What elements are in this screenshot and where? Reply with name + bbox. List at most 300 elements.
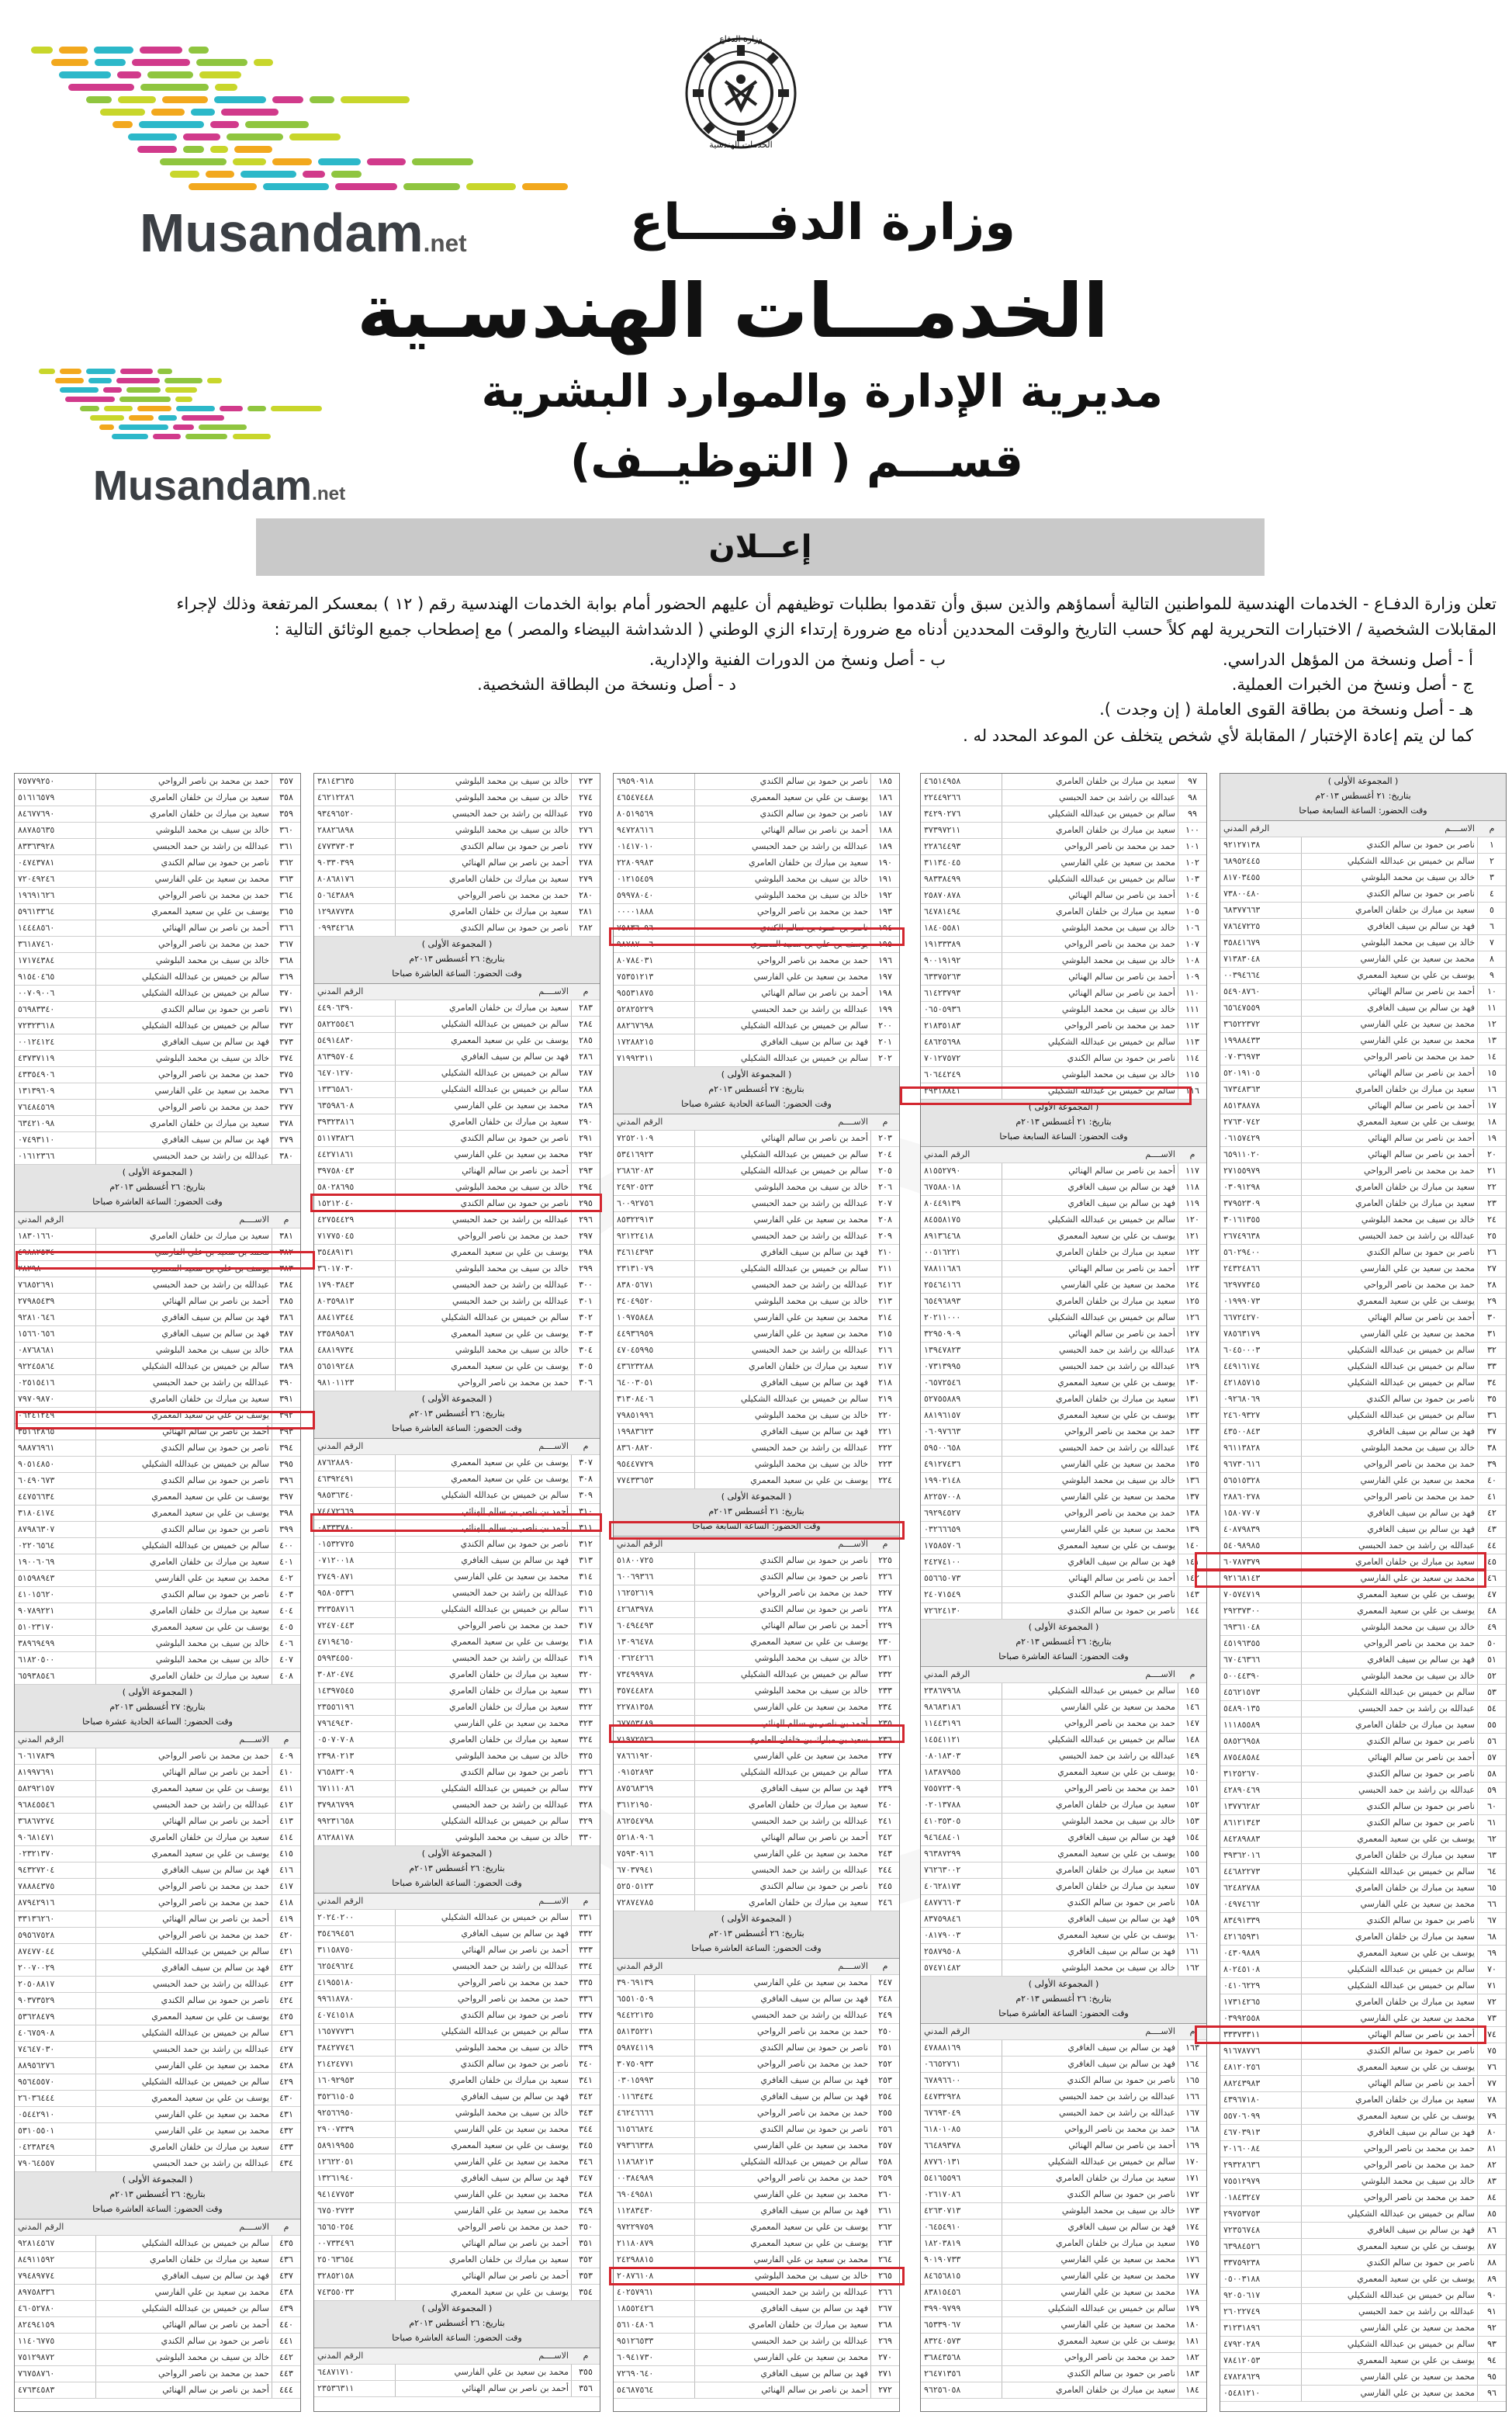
- table-header-row: م الاســــم الرقم المدني: [314, 1439, 600, 1455]
- table-row: ٣٩٢ يوسف بن علي بن سعيد المعمري ٠٦٢٤١٢٤٩: [15, 1408, 300, 1424]
- logo-dash: [86, 96, 112, 103]
- table-row: ٣٨٣ يوسف بن علي بن سعيد المعمري ٢٨٢٩٨٠٠٠: [15, 1261, 300, 1277]
- table-row: ٢٦٨ سعيد بن مبارك بن خلفان العامري ٥٦١٠٤٨٠٦: [614, 2317, 899, 2334]
- table-row: ١٦٩ أحمد بن ناصر بن سالم الهنائي ٦٦٤٨٩٣٧٨: [921, 2138, 1206, 2154]
- logo-dash: [126, 387, 161, 393]
- logo-dash: [116, 378, 160, 383]
- table-row: ١٢ محمد بن سعيد بن علي الفارسي ٣٦٥٢٢٣٧٢: [1220, 1017, 1506, 1033]
- logo-dash: [88, 378, 112, 383]
- logo-dash: [233, 434, 271, 439]
- table-row: ٥٩ عبدالله بن راشد بن حمد الحبسي ٤٢٨٩٠٤٦٩: [1220, 1783, 1506, 1799]
- table-row: ٣١٧ حمد بن محمد بن ناصر الرواحي ٧٢٤٧٠٤٤٣: [314, 1618, 600, 1634]
- group-header-line: ( المجموعة الأولى ): [721, 1492, 792, 1502]
- table-row: ٢٣٧ محمد بن سعيد بن علي الفارسي ٧٨٦٦١٩٢٠: [614, 1748, 899, 1765]
- table-row: ٩٩ سالم بن خميس بن عبدالله الشكيلي ٣٤٢٩٠٢٧٦: [921, 806, 1206, 823]
- logo-dash: [86, 369, 116, 374]
- logo-dash: [103, 387, 121, 393]
- group-header-line: وقت الحضور: الساعة العاشرة صباحا: [998, 2008, 1129, 2018]
- table-row: ١٧٨ محمد بن سعيد بن علي الفارسي ٨٣٨١٥٤٥٦: [921, 2285, 1206, 2301]
- table-row: ٢٤٧ محمد بن سعيد بن علي الفارسي ٣٩٠٦٩١٣٩: [614, 1975, 899, 1991]
- table-row: ٢١٩ سالم بن خميس بن عبدالله الشكيلي ٣١٣٠٨٤٠٦: [614, 1391, 899, 1408]
- table-row: ٤٣٢ محمد بن سعيد بن علي الفارسي ٥٣١٠٥٥٠١: [15, 2123, 300, 2140]
- table-row: ٢٤٤ عبدالله بن راشد بن حمد الحبسي ٦٧٠٣٧٩٤١: [614, 1862, 899, 1879]
- table-row: ٣٩٨ يوسف بن علي بن سعيد المعمري ٣١٨٠٤١٧٤: [15, 1506, 300, 1522]
- logo-dash: [162, 96, 208, 103]
- logo-dash: [466, 183, 517, 190]
- table-row: ٣٧٦ محمد بن سعيد بن علي الفارسي ١٣١٣٩٦٠٩: [15, 1083, 300, 1100]
- table-row: ٤٢٠ حمد بن محمد بن ناصر الرواحي ٥٩٥٦٧٥٢٨: [15, 1928, 300, 1944]
- table-row: ١٥٥ يوسف بن علي بن سعيد المعمري ٩٦٣٨٧٢٩٩: [921, 1846, 1206, 1862]
- table-row: ٢٥٤ فهد بن سالم بن سيف الغافري ٠١١٦٣٤٣٤: [614, 2089, 899, 2105]
- table-row: ٣٥٣ أحمد بن ناصر بن سالم الهنائي ٣٢٨٥٢١٥٨: [314, 2268, 600, 2285]
- table-row: ٢٤٠ سعيد بن مبارك بن خلفان العامري ٣٦١٢١٩٥٠: [614, 1797, 899, 1814]
- logo-dash: [160, 158, 227, 165]
- gear-emblem-icon: [683, 31, 799, 155]
- table-row: ٣٥٧ حمد بن محمد بن ناصر الرواحي ٧٥٧٧٩٢٥٠: [15, 774, 300, 790]
- table-row: ١٧٤ فهد بن سالم بن سيف الغافري ٠٦٤٥٤٩١٠: [921, 2219, 1206, 2236]
- table-row: ٦٩ يوسف بن علي بن سعيد المعمري ٠٤٣٠٩٨٨٩: [1220, 1946, 1506, 1962]
- group-header-line: بتاريخ: ٢٦ أغسطس ٢٠١٣م: [409, 954, 505, 964]
- table-row: ١ ناصر بن حمود بن سالم الكندي ٩٢١٢٧١٣٨: [1220, 837, 1506, 854]
- group-header-line: بتاريخ: ٢١ أغسطس ٢٠١٣م: [708, 1506, 804, 1516]
- highlight-box: [310, 1513, 602, 1532]
- table-row: ٢٠٣ أحمد بن ناصر بن سالم الهنائي ٧٢٥٢٠١٠٩: [614, 1131, 899, 1147]
- group-header-line: بتاريخ: ٢١ أغسطس ٢٠١٣م: [1015, 1117, 1112, 1127]
- highlight-box: [900, 1086, 1192, 1105]
- table-row: ٢٣٣ خالد بن سيف بن محمد البلوشي ٣٥٧٤٤٨٢٨: [614, 1683, 899, 1700]
- table-row: ٣٢ سالم بن خميس بن عبدالله الشكيلي ٦٠٤٥٠٠٠٣: [1220, 1343, 1506, 1359]
- table-row: ١٤٨ سالم بن خميس بن عبدالله الشكيلي ١٤٥٤١١٢١: [921, 1732, 1206, 1748]
- logo-dash: [303, 171, 325, 178]
- logo-dash: [289, 133, 341, 140]
- table-row: ٧٩ يوسف بن علي بن سعيد المعمري ٥٥٧٠٦٠٩٩: [1220, 2108, 1506, 2125]
- logo-dash: [183, 133, 220, 140]
- table-row: ٢٩٢ محمد بن سعيد بن علي الفارسي ٤٤٢٧١٨٦١: [314, 1147, 600, 1163]
- logo-dash: [119, 397, 171, 402]
- logo-dash: [132, 59, 190, 66]
- group-header-line: وقت الحضور: الساعة العاشرة صباحا: [392, 1878, 522, 1888]
- group-header-line: ( المجموعة الأولى ): [122, 1687, 193, 1697]
- table-row: ٣١٦ سالم بن خميس بن عبدالله الشكيلي ٣٢٣٥٨٧١٦: [314, 1602, 600, 1618]
- logo-dash: [59, 47, 88, 54]
- logo-dash: [118, 96, 156, 103]
- table-row: ٢٦ ناصر بن حمود بن سالم الكندي ٥٦٠٢٩٤٠٠: [1220, 1245, 1506, 1261]
- logo-dash: [207, 378, 222, 383]
- table-row: ٢٧٥ عبدالله بن راشد بن حمد الحبسي ٩٣٤٩٦٥٢٠: [314, 806, 600, 823]
- group-header-line: وقت الحضور: الساعة العاشرة صباحا: [392, 968, 522, 979]
- table-row: ١٧٧ محمد بن سعيد بن علي الفارسي ٨٤٦٥٦٨١٥: [921, 2268, 1206, 2285]
- table-row: ٢٨٢ ناصر بن حمود بن سالم الكندي ٠٩٩٣٤٢٦٨: [314, 920, 600, 937]
- group-header-line: ( المجموعة الأولى ): [421, 1849, 493, 1859]
- table-row: ٢٢٨ ناصر بن حمود بن سالم الكندي ٤٢٦٨٣٩٧٨: [614, 1602, 899, 1618]
- logo-dash: [59, 71, 111, 78]
- group-header-line: وقت الحضور: الساعة الحادية عشرة صباحا: [82, 1717, 233, 1727]
- table-row: ٢٦٥ خالد بن سيف بن محمد البلوشي ٢٠٨٧٦١٠٨: [614, 2268, 899, 2285]
- group-header-line: وقت الحضور: الساعة العاشرة صباحا: [92, 1197, 223, 1207]
- group-header-line: ( المجموعة الأولى ): [721, 1914, 792, 1924]
- table-row: ٣٤٧ فهد بن سالم بن سيف الغافري ١٣٢٦١٩٤٠: [314, 2171, 600, 2187]
- table-row: ٦٤ سالم بن خميس بن عبدالله الشكيلي ٤٤٦٨٢٢٧٣: [1220, 1864, 1506, 1880]
- table-row: ١٩٦ حمد بن محمد بن ناصر الرواحي ٨٠٧٨٤٠٣١: [614, 953, 899, 969]
- table-row: ٢٣ سعيد بن مبارك بن خلفان العامري ٣٧٩٥٢٣٠٩: [1220, 1196, 1506, 1212]
- table-row: ٢٢١ فهد بن سالم بن سيف الغافري ١٩٩٨٣٦٢٣: [614, 1424, 899, 1440]
- table-row: ٢٦٠ محمد بن سعيد بن علي الفارسي ٦٩٠٤٩٥٨١: [614, 2187, 899, 2203]
- table-row: ٤٠٩ حمد بن محمد بن ناصر الرواحي ٦٠٦١٧٨٣٩: [15, 1748, 300, 1765]
- table-row: ٣٨٤ عبدالله بن راشد بن حمد الحبسي ٧٦٨٥٢٦٩١: [15, 1277, 300, 1294]
- table-row: ٨٥ سالم بن خميس بن عبدالله الشكيلي ٢٩٧٥٣٧٥٣: [1220, 2206, 1506, 2223]
- logo-dash: [164, 378, 203, 383]
- table-row: ١٥٨ ناصر بن حمود بن سالم الكندي ٤٨٧٧٦٦٠٣: [921, 1895, 1206, 1911]
- table-row: ٣١٢ ناصر بن حمود بن سالم الكندي ٠١٥٣٢٧٢٥: [314, 1537, 600, 1553]
- table-row: ٢٩٨ يوسف بن علي بن سعيد المعمري ٣٥٤٨٩١٣١: [314, 1245, 600, 1261]
- table-row: ٢٨٠ حمد بن محمد بن ناصر الرواحي ٥٠٦٤٣٨٨٩: [314, 888, 600, 904]
- group-header: [921, 1977, 1206, 2024]
- table-row: ٥٦ ناصر بن حمود بن سالم الكندي ٥٨٥٢٦٩٥٨: [1220, 1734, 1506, 1750]
- table-row: ٢٠٤ سالم بن خميس بن عبدالله الشكيلي ٥٣٤١٦٩٢٣: [614, 1147, 899, 1163]
- table-row: ١٩٥ يوسف بن علي بن سعيد المعمري ٩٨٧٨٧٠٠٦: [614, 937, 899, 953]
- table-row: ١٤٧ حمد بن محمد بن ناصر الرواحي ١١٤٤٣١٩٦: [921, 1716, 1206, 1732]
- table-row: ٢٣٦ سعيد بن مبارك بن خلفان العامري ٧١٩٧٢٥٢٦: [614, 1732, 899, 1748]
- table-row: ٨٤ حمد بن محمد بن ناصر الرواحي ٠١٨٤٣٢٤٧: [1220, 2190, 1506, 2206]
- table-row: ٢٥١ ناصر بن حمود بن سالم الكندي ٥٩٨٧٤١١٩: [614, 2040, 899, 2057]
- table-row: ٢١٣ خالد بن سيف بن محمد البلوشي ٣٤٠٤٩٥٢٠: [614, 1294, 899, 1310]
- table-row: ٤٠٤ سعيد بن مبارك بن خلفان العامري ٩٠٧٨٩٢٢١: [15, 1603, 300, 1620]
- logo-dash: [189, 183, 257, 190]
- table-row: ٩٠ سالم بن خميس بن عبدالله الشكيلي ٩٢٠٥٠٦١٧: [1220, 2288, 1506, 2304]
- logo-dash: [183, 146, 203, 153]
- table-row: ٤١٩ أحمد بن ناصر بن سالم الهنائي ٣٣١٣٦٢٦٠: [15, 1911, 300, 1928]
- intro-line-1: تعلن وزارة الدفـاع - الخدمات الهندسية للمواطنين التالية أسماؤهم والذين سبق وأن تقدموا بطلبات توظيفهم أن عليهم الحضور أمام بوابة الخدمات الهندسية رقم ( ١٢ ) بمعسكر المرتفعة وذلك لإجراء: [176, 594, 1496, 613]
- table-row: ٧٧ أحمد بن ناصر بن سالم الهنائي ٨٨٢٤٣٩٨٣: [1220, 2076, 1506, 2092]
- table-row: ١٧٦ محمد بن سعيد بن علي الفارسي ٩٠١٩٠٧٣٣: [921, 2252, 1206, 2268]
- logo-dash: [234, 146, 272, 153]
- table-row: ٢٨٦ فهد بن سالم بن سيف الغافري ٨٦٣٩٥٧٠٤: [314, 1049, 600, 1066]
- table-row: ٤٣٦ سعيد بن مبارك بن خلفان العامري ٨٤٩١١٥٩٢: [15, 2252, 300, 2268]
- table-row: ٢٤٨ فهد بن سالم بن سيف الغافري ٦٥٥١٠٥٠٩: [614, 1991, 899, 2008]
- table-row: ٣٤١ سعيد بن مبارك بن خلفان العامري ١٦٠٩٢٩٥٣: [314, 2073, 600, 2089]
- table-row: ٢٤ خالد بن سيف بن محمد البلوشي ٣٠١٦١٣٥٥: [1220, 1212, 1506, 1228]
- table-row: ٥٤ عبدالله بن راشد بن حمد الحبسي ٥٤٨٩٠١٣٥: [1220, 1701, 1506, 1717]
- table-row: ٤٣٠ يوسف بن علي بن سعيد المعمري ٢٦٠٣٦٤٤٤: [15, 2091, 300, 2107]
- table-row: ١٤٥ سالم بن خميس بن عبدالله الشكيلي ٢٣٨٦٧٩٦٨: [921, 1683, 1206, 1700]
- musandam-logo-top: [23, 47, 582, 264]
- table-row: ٤٩ خالد بن سيف بن محمد البلوشي ٦٩٣٦١٠٤٨: [1220, 1620, 1506, 1636]
- table-row: ٢٩٥ ناصر بن حمود بن سالم الكندي ١٥٢١٢٠٤٠: [314, 1196, 600, 1212]
- table-row: ٣١٠ أحمد بن ناصر بن سالم الهنائي ٧٤٤٧٢٦٦٩: [314, 1504, 600, 1520]
- logo-dash: [157, 369, 172, 374]
- table-row: ١٦ سعيد بن مبارك بن خلفان العامري ٦٧٣٤٨٣٦٣: [1220, 1082, 1506, 1098]
- logo-dash: [99, 424, 114, 430]
- table-row: ١٥١ حمد بن محمد بن ناصر الرواحي ٧٥٥٧٢٣٠٩: [921, 1781, 1206, 1797]
- group-header-line: بتاريخ: ٢٧ أغسطس ٢٠١٣م: [708, 1084, 804, 1094]
- group-header-line: ( المجموعة الأولى ): [122, 1167, 193, 1177]
- group-header-line: وقت الحضور: الساعة السابعة صباحا: [999, 1131, 1128, 1142]
- table-row: ٤٢٧ عبدالله بن راشد بن حمد الحبسي ٧٤٦٤٧٠٣٠: [15, 2042, 300, 2058]
- table-row: ٧١ سالم بن خميس بن عبدالله الشكيلي ٠٤١٠٦٢٢٩: [1220, 1978, 1506, 1994]
- highlight-box: [310, 1194, 602, 1212]
- announcement-closing: كما لن يتم إعادة الإختبار / المقابلة لأي شخص يتخلف عن الموعد المحدد له .: [963, 726, 1473, 745]
- group-header-line: وقت الحضور: الساعة العاشرة صباحا: [392, 2333, 522, 2343]
- highlight-box: [1195, 1569, 1486, 1588]
- table-row: ٢٥٥ حمد بن محمد بن ناصر الرواحي ٤٦٢٤٦٦٦٦: [614, 2105, 899, 2122]
- table-row: ٣١٥ عبدالله بن راشد بن حمد الحبسي ٩٥٨٠٥٣٣٦: [314, 1585, 600, 1602]
- table-row: ٣٩٠ عبدالله بن راشد بن حمد الحبسي ٠٢٥١٥٤١٦: [15, 1375, 300, 1391]
- table-row: ٣٨٨ خالد بن سيف بن محمد البلوشي ٠٨٧٦٨٦٨١: [15, 1343, 300, 1359]
- table-row: ١٠٥ سعيد بن مبارك بن خلفان العامري ٦٤٧٨١٤٩٤: [921, 904, 1206, 920]
- group-header-line: ( المجموعة الأولى ): [122, 2174, 193, 2185]
- table-row: ٢٦٤ محمد بن سعيد بن علي الفارسي ٢٤٢٩٨٨١٥: [614, 2252, 899, 2268]
- table-row: ٢٢٢ عبدالله بن راشد بن حمد الحبسي ٨٣٦٠٨٨٢٠: [614, 1440, 899, 1457]
- logo-dash: [112, 434, 148, 439]
- table-row: ١٩٤ ناصر بن حمود بن سالم الكندي ٧٥٨٣٦٠٩٦: [614, 920, 899, 937]
- group-header: [614, 1067, 899, 1114]
- table-row: ٢٨٧ سالم بن خميس بن عبدالله الشكيلي ٦٤٧٠١٢٧٠: [314, 1066, 600, 1082]
- table-row: ٣٠٣ يوسف بن علي بن سعيد المعمري ٢٣٥٨٩٥٨٦: [314, 1326, 600, 1343]
- table-row: ٧٨ سعيد بن مبارك بن خلفان العامري ٤٣٩٦٧١٨٠: [1220, 2092, 1506, 2108]
- emblem-top-text: وزارة الدفاع: [719, 34, 763, 44]
- table-row: ١٢٩ عبدالله بن راشد بن حمد الحبسي ٠٧٣١٣٩٩٥: [921, 1359, 1206, 1375]
- table-row: ٣٢١ سعيد بن مبارك بن خلفان العامري ١٤٣٩٧٥٤٥: [314, 1683, 600, 1700]
- table-row: ١٨٤ سعيد بن مبارك بن خلفان العامري ٩٦٢٥٦٠٥٨: [921, 2382, 1206, 2399]
- table-row: ١٢٠ سالم بن خميس بن عبدالله الشكيلي ٨٤٥٥٨١٧٥: [921, 1212, 1206, 1228]
- table-row: ٤٢ فهد بن سالم بن سيف الغافري ١٥٨٠٧٧٠٧: [1220, 1506, 1506, 1522]
- logo-dash: [68, 84, 135, 91]
- logo-dash: [128, 133, 176, 140]
- table-row: ١٠٣ سالم بن خميس بن عبدالله الشكيلي ٩٨٣٣٨٤٩٩: [921, 871, 1206, 888]
- table-row: ١١٤ ناصر بن حمود بن سالم الكندي ٧٠١٢٧٥٧٢: [921, 1051, 1206, 1067]
- table-row: ١٦٢ خالد بن سيف بن محمد البلوشي ٥٧٤٧١٤٨٢: [921, 1960, 1206, 1977]
- table-row: ١٨٥ ناصر بن حمود بن سالم الكندي ٦٩٥٩٠٩١٨: [614, 774, 899, 790]
- table-row: ١٥٤ فهد بن سالم بن سيف الغافري ٩٤٦٤٨٤٠١: [921, 1830, 1206, 1846]
- logo-dash: [182, 415, 225, 421]
- table-row: ١٧٥ سعيد بن مبارك بن خلفان العامري ١٨٢٠٣٨١٩: [921, 2236, 1206, 2252]
- table-row: ٢٧٠ محمد بن سعيد بن علي الفارسي ٦٠٩٤١٧٣٠: [614, 2350, 899, 2366]
- table-row: ٩ يوسف بن علي بن سعيد المعمري ٠٠٣٩٤٦٦٤: [1220, 968, 1506, 984]
- group-header: [15, 1685, 300, 1732]
- table-row: ٥٠ حمد بن محمد بن ناصر الرواحي ٤٥١٩٦٣٥٥: [1220, 1636, 1506, 1652]
- table-row: ١٤١ فهد بن سالم بن سيف الغافري ٢٤٢٧٤١٠٠: [921, 1554, 1206, 1571]
- table-row: ٤٥ سعيد بن مبارك بن خلفان العامري ٦٠٧٨٧٣٧٩: [1220, 1554, 1506, 1571]
- table-row: ٣٦٥ يوسف بن علي بن سعيد المعمري ٥٩٦١٣٣٦٤: [15, 904, 300, 920]
- announcement-title: إعــلان: [708, 529, 812, 565]
- table-row: ٤٠٠ سالم بن خميس بن عبدالله الشكيلي ٠٢٢٠٦٥٦٤: [15, 1538, 300, 1554]
- table-row: ١٦٣ فهد بن سالم بن سيف الغافري ٤٧٨٨٨١٦٩: [921, 2040, 1206, 2057]
- table-row: ٤٣٥ سالم بن خميس بن عبدالله الشكيلي ٩٢٨١٤٥٦٧: [15, 2236, 300, 2252]
- group-header-line: بتاريخ: ٢٦ أغسطس ٢٠١٣م: [1015, 1994, 1112, 2004]
- table-row: ٣٣٧ ناصر بن حمود بن سالم الكندي ٤٠٧٤١٥١٨: [314, 2008, 600, 2024]
- table-row: ٨٦ فهد بن سالم بن سيف الغافري ٧٢٣٥٦٧٤٨: [1220, 2223, 1506, 2239]
- logo-dash: [165, 387, 197, 393]
- table-row: ٢٨١ سعيد بن مبارك بن خلفان العامري ١٢٩٨٧٧٣٨: [314, 904, 600, 920]
- table-row: ١٢٦ سالم بن خميس بن عبدالله الشكيلي ٢٠٢١١٠٠٠: [921, 1310, 1206, 1326]
- table-row: ١٧ أحمد بن ناصر بن سالم الهنائي ٨٥١٣٨٨٧٨: [1220, 1098, 1506, 1114]
- table-row: ٤٤٤ أحمد بن ناصر بن سالم الهنائي ٤٧٦٣٤٥٨٣: [15, 2382, 300, 2399]
- table-row: ١٠٠ سعيد بن مبارك بن خلفان العامري ٣٧٣٩٧٢١١: [921, 823, 1206, 839]
- table-row: ٣٧٠ سالم بن خميس بن عبدالله الشكيلي ٠٠٧٠٩٠٠٦: [15, 986, 300, 1002]
- table-row: ٤٢٥ يوسف بن علي بن سعيد المعمري ٥٣٦٢٨٤٧٩: [15, 2009, 300, 2025]
- table-row: ٣٣٠ خالد بن سيف بن محمد البلوشي ٨٦٢٨٨١٧٨: [314, 1830, 600, 1846]
- table-row: ١٢٢ سعيد بن مبارك بن خلفان العامري ٠٠٥١٦٢٢١: [921, 1245, 1206, 1261]
- table-row: ٥ سعيد بن مبارك بن خلفان العامري ٦٨٣٧٧٦٦٣: [1220, 903, 1506, 919]
- logo-dash: [412, 158, 473, 165]
- logo-dash: [137, 406, 171, 411]
- logo-dash: [196, 59, 247, 66]
- department-title: الخدمـــات الهندسـية: [357, 268, 1109, 355]
- table-row: ١٤٩ عبدالله بن راشد بن حمد الحبسي ٠٨٠١٨٣٠٣: [921, 1748, 1206, 1765]
- table-row: ٣٣٨ سالم بن خميس بن عبدالله الشكيلي ١٦٥٧٧٧٣٦: [314, 2024, 600, 2040]
- group-header-line: بتاريخ: ٢٦ أغسطس ٢٠١٣م: [409, 1409, 505, 1419]
- table-row: ٢٢ سعيد بن مبارك بن خلفان العامري ٠٣٠٩١٢٩٨: [1220, 1180, 1506, 1196]
- table-header-row: م الاســــم الرقم المدني: [921, 1667, 1206, 1683]
- table-row: ٢٤٣ محمد بن سعيد بن علي الفارسي ٧٥٩٣٠٩١٦: [614, 1846, 899, 1862]
- logo-dash: [140, 47, 182, 54]
- logo-dash: [139, 121, 205, 128]
- table-row: ١٨٢ حمد بن محمد بن ناصر الرواحي ٣٦٨٤٣٥٦٨: [921, 2350, 1206, 2366]
- table-row: ٣٣٩ خالد بن سيف بن محمد البلوشي ٣٨٤٢٧٧٤٦: [314, 2040, 600, 2057]
- table-row: ٣٧٩ فهد بن سالم بن سيف الغافري ٠٧٤٩٣١١٠: [15, 1132, 300, 1149]
- logo-dash: [247, 406, 266, 411]
- logo-dash: [335, 183, 397, 190]
- table-row: ١١٨ فهد بن سالم بن سيف الغافري ٦٧٥٨٨٠١٨: [921, 1180, 1206, 1196]
- table-row: ١٥٣ خالد بن سيف بن محمد البلوشي ٤١٠٣٥٣٠٥: [921, 1814, 1206, 1830]
- table-row: ١٩٣ حمد بن محمد بن ناصر الرواحي ٠٠٠٠١٨٨٨: [614, 904, 899, 920]
- group-header: [314, 937, 600, 984]
- highlight-box: [1195, 2025, 1486, 2044]
- logo-dash: [367, 158, 407, 165]
- table-row: ٤٤٢ خالد بن سيف بن محمد البلوشي ٧٥١٢٩٨٧٢: [15, 2350, 300, 2366]
- table-row: ٢٣٤ محمد بن سعيد بن علي الفارسي ٢٢٧٨١٣٥٨: [614, 1700, 899, 1716]
- table-row: ٣٢٧ سالم بن خميس بن عبدالله الشكيلي ٦٧١١١٠٨٦: [314, 1781, 600, 1797]
- table-row: ٦٣ سعيد بن مبارك بن خلفان العامري ٣٩٣٦٢٠١٦: [1220, 1848, 1506, 1864]
- table-row: ١٣٨ حمد بن محمد بن ناصر الرواحي ٦٩٢٩٤٥٢٧: [921, 1506, 1206, 1522]
- table-row: ٤٠٢ محمد بن سعيد بن علي الفارسي ٥١٥٩٨٩٤٣: [15, 1571, 300, 1587]
- table-row: ٣٣٦ حمد بن محمد بن ناصر الرواحي ٩٩٦١٨٧٨٠: [314, 1991, 600, 2008]
- logo-dash: [173, 424, 195, 430]
- table-row: ١٢٧ أحمد بن ناصر بن سالم الهنائي ٣٢٩٥٠٩٠٩: [921, 1326, 1206, 1343]
- table-row: ٤١٦ فهد بن سالم بن سيف الغافري ٩٤٣٢٧٢٠٤: [15, 1862, 300, 1879]
- logo-dash: [185, 434, 228, 439]
- table-row: ٤٣٤ عبدالله بن راشد بن حمد الحبسي ٧٩٠٦٤٥٥٧: [15, 2156, 300, 2172]
- table-row: ٢٢٦ ناصر بن حمود بن سالم الكندي ٦٠٠٦٩٣٦٦: [614, 1569, 899, 1585]
- table-row: ٧٢ سعيد بن مبارك بن خلفان العامري ١٧٣١٤٢٦٥: [1220, 1994, 1506, 2011]
- table-row: ٦ فهد بن سالم بن سيف الغافري ٧٨٦٤٧٢٢٥: [1220, 919, 1506, 935]
- logo-dash: [210, 146, 228, 153]
- logo-dash: [220, 406, 243, 411]
- table-row: ٨٧ يوسف بن علي بن سعيد المعمري ٦٣٩٨٤٥٢٦: [1220, 2239, 1506, 2255]
- table-row: ٢٥٣ فهد بن سالم بن سيف الغافري ٠٣٠١٥٩٩٣: [614, 2073, 899, 2089]
- table-row: ٢٦٧ فهد بن سالم بن سيف الغافري ١٨٥٥٢٤٢٦: [614, 2301, 899, 2317]
- table-row: ٣٤ سالم بن خميس بن عبدالله الشكيلي ٤٢١٨٥٧١٥: [1220, 1375, 1506, 1391]
- group-header-line: بتاريخ: ٢٦ أغسطس ٢٠١٣م: [409, 2318, 505, 2328]
- group-header: [15, 1165, 300, 1212]
- table-row: ١٢٨ عبدالله بن راشد بن حمد الحبسي ١٣٩٤٧٨٢٣: [921, 1343, 1206, 1359]
- table-row: ١١٢ حمد بن محمد بن ناصر الرواحي ٢١٨٣٥١٨٣: [921, 1018, 1206, 1034]
- table-row: ٣٦٦ أحمد بن ناصر بن سالم الهنائي ١٤٤٤٨٥٦٠: [15, 920, 300, 937]
- table-row: ١٤ حمد بن محمد بن ناصر الرواحي ٠٧٠٣٦٩٧٣: [1220, 1049, 1506, 1066]
- table-row: ٢٤٥ ناصر بن حمود بن سالم الكندي ٥٢٥٠٥١٢٣: [614, 1879, 899, 1895]
- table-row: ٢٣٨ سالم بن خميس بن عبدالله الشكيلي ٠٩١٥٢٨٩٣: [614, 1765, 899, 1781]
- table-row: ٢١٨ فهد بن سالم بن سيف الغافري ٦٤٠٠٣٠٥١: [614, 1375, 899, 1391]
- table-row: ٤٢٩ سالم بن خميس بن عبدالله الشكيلي ٩٥٦٤٥٥٧٠: [15, 2074, 300, 2091]
- table-row: ٢٥٧ محمد بن سعيد بن علي الفارسي ٧٩٣٦٦٣٣٨: [614, 2138, 899, 2154]
- table-row: ١٨ يوسف بن علي بن سعيد المعمري ٢٧٦٣٠٧٤٢: [1220, 1114, 1506, 1131]
- table-row: ٣٩٣ أحمد بن ناصر بن سالم الهنائي ٣٥١٦٢٨٦٥: [15, 1424, 300, 1440]
- table-row: ٤٢٢ فهد بن سالم بن سيف الغافري ٢٠٠٧٠٠٢٩: [15, 1960, 300, 1977]
- table-row: ١٠٨ خالد بن سيف بن محمد البلوشي ٩٠٠١٩١٩٢: [921, 953, 1206, 969]
- logo-dash: [263, 183, 329, 190]
- logo-dash: [318, 158, 361, 165]
- table-row: ٧٥ ناصر بن حمود بن سالم الكندي ٩١٦٧٨٧٧٦: [1220, 2043, 1506, 2060]
- table-row: ٢٩٤ خالد بن سيف بن محمد البلوشي ٥٨٠٢٨٦٩٥: [314, 1180, 600, 1196]
- table-row: ٧٠ سالم بن خميس بن عبدالله الشكيلي ٨٠٢٤٥١٠٨: [1220, 1962, 1506, 1978]
- group-header: [614, 1911, 899, 1959]
- table-row: ٤٧ يوسف بن علي بن سعيد المعمري ٧٠٥٧٤٧١٩: [1220, 1587, 1506, 1603]
- table-row: ٥٧ أحمد بن ناصر بن سالم الهنائي ٨٧٥٤٨٥٨٤: [1220, 1750, 1506, 1766]
- table-row: ٢٧٣ خالد بن سيف بن محمد البلوشي ٣٨١٤٣٦٣٥: [314, 774, 600, 790]
- table-row: ٦٥ سعيد بن مبارك بن خلفان العامري ٦٢٤٨٢٧٨٨: [1220, 1880, 1506, 1897]
- table-row: ١٦٠ يوسف بن علي بن سعيد المعمري ٠٨١٧٩٠٠٣: [921, 1928, 1206, 1944]
- table-row: ٣٩٤ ناصر بن حمود بن سالم الكندي ٩٨٨٧٦٩٦١: [15, 1440, 300, 1457]
- table-row: ٢٧ محمد بن سعيد بن علي الفارسي ٢٤٣٢٤٨٦٦: [1220, 1261, 1506, 1277]
- table-row: ٢٠ أحمد بن ناصر بن سالم الهنائي ٦٥٩١١٠٢٠: [1220, 1147, 1506, 1163]
- table-row: ٤٤ عبدالله بن راشد بن حمد الحبسي ٥٤٠٩٨٩٨٥: [1220, 1538, 1506, 1554]
- group-header-line: بتاريخ: ٢٧ أغسطس ٢٠١٣م: [109, 1702, 206, 1712]
- table-row: ٣٠١ عبدالله بن راشد بن حمد الحبسي ٨٠٣٥٩٨١٣: [314, 1294, 600, 1310]
- table-row: ١١٣ سالم بن خميس بن عبدالله الشكيلي ٤٨٦٢٥٦٩٨: [921, 1034, 1206, 1051]
- table-row: ١٨١ يوسف بن علي بن سعيد المعمري ٨٣٢٤٠٥٧٣: [921, 2334, 1206, 2350]
- requirement-d: د - أصل ونسخة من البطاقة الشخصية.: [477, 675, 736, 694]
- table-row: ٢٦٦ عبدالله بن راشد بن حمد الحبسي ٤٠٢٥٧٩٦١: [614, 2285, 899, 2301]
- group-header: [15, 2172, 300, 2219]
- table-row: ٣٣ سالم بن خميس بن عبدالله الشكيلي ٤٤٩١٦١٧٤: [1220, 1359, 1506, 1375]
- table-row: ٢٨٤ سالم بن خميس بن عبدالله الشكيلي ٥٨٢٢٥٥٤٦: [314, 1017, 600, 1033]
- group-header-line: بتاريخ: ٢٦ أغسطس ٢٠١٣م: [409, 1863, 505, 1873]
- logo-dash: [158, 415, 176, 421]
- logo-dash: [94, 47, 133, 54]
- logo-dash: [227, 133, 283, 140]
- table-row: ٩٥ محمد بن سعيد بن علي الفارسي ٤٧٨٢٨٦٢٩: [1220, 2369, 1506, 2386]
- table-row: ٢٢٣ خالد بن سيف بن محمد البلوشي ٩٥٤٤٧٧٢٩: [614, 1457, 899, 1473]
- table-row: ٤٢٤ ناصر بن حمود بن سالم الكندي ٩٠٣٧٣٥٢٩: [15, 1993, 300, 2009]
- table-row: ٣٠٥ يوسف بن علي بن سعيد المعمري ٥٦٥١٩٢٤٨: [314, 1359, 600, 1375]
- table-row: ٣٠٧ يوسف بن علي بن سعيد المعمري ٨٧٦٢٨٨٩٠: [314, 1455, 600, 1471]
- group-header-line: وقت الحضور: الساعة السابعة صباحا: [692, 1521, 821, 1531]
- table-row: ٣٢٩ سالم بن خميس بن عبدالله الشكيلي ٩٩٢٣١٦٥٨: [314, 1814, 600, 1830]
- logo-dash: [310, 96, 334, 103]
- group-header-line: وقت الحضور: الساعة الحادية عشرة صباحا: [681, 1099, 832, 1109]
- logo-dash: [117, 71, 141, 78]
- table-row: ٣٥٠ حمد بن محمد بن ناصر الرواحي ٦٥٦٥٠٢٥٤: [314, 2219, 600, 2236]
- table-row: ٣٠٨ يوسف بن علي بن سعيد المعمري ٤٦٣٩٢٤٩١: [314, 1471, 600, 1488]
- logo-dash: [176, 406, 215, 411]
- table-row: ٣٦٨ خالد بن سيف بن محمد البلوشي ١٧١٧٤٣٨٤: [15, 953, 300, 969]
- table-row: ١٣٦ خالد بن سيف بن محمد البلوشي ١٩٩٠٢١٤٨: [921, 1473, 1206, 1489]
- table-row: ٣٨٢ محمد بن سعيد بن علي الفارسي ٤٩٨٨٢٥٣٤: [15, 1245, 300, 1261]
- table-row: ٤٣٩ سالم بن خميس بن عبدالله الشكيلي ٤٦٠٥٢٧٨٠: [15, 2301, 300, 2317]
- table-header-row: م الاســــم الرقم المدني: [1220, 821, 1506, 837]
- table-header-row: م الاســــم الرقم المدني: [15, 1212, 300, 1228]
- logo-dash: [100, 109, 145, 116]
- logo-dash: [129, 415, 154, 421]
- table-row: ١٤٠ يوسف بن علي بن سعيد المعمري ١٧٥٨٥٧٠٦: [921, 1538, 1206, 1554]
- table-row: ٣٦٤ حمد بن محمد بن ناصر الرواحي ١٩٦٩١٦٢٦: [15, 888, 300, 904]
- table-row: ١٠١ حمد بن محمد بن ناصر الرواحي ٢٢٨٦٤٤٩٣: [921, 839, 1206, 855]
- logo-dash: [104, 406, 133, 411]
- table-row: ٤٢٦ سالم بن خميس بن عبدالله الشكيلي ٤٠٦٧٥٩٠٨: [15, 2025, 300, 2042]
- group-header-line: ( المجموعة الأولى ): [1028, 1622, 1099, 1632]
- roster-column-5: [14, 773, 301, 2412]
- table-row: ١٨٨ أحمد بن ناصر بن سالم الهنائي ٩٤٧٢٨٦١٦: [614, 823, 899, 839]
